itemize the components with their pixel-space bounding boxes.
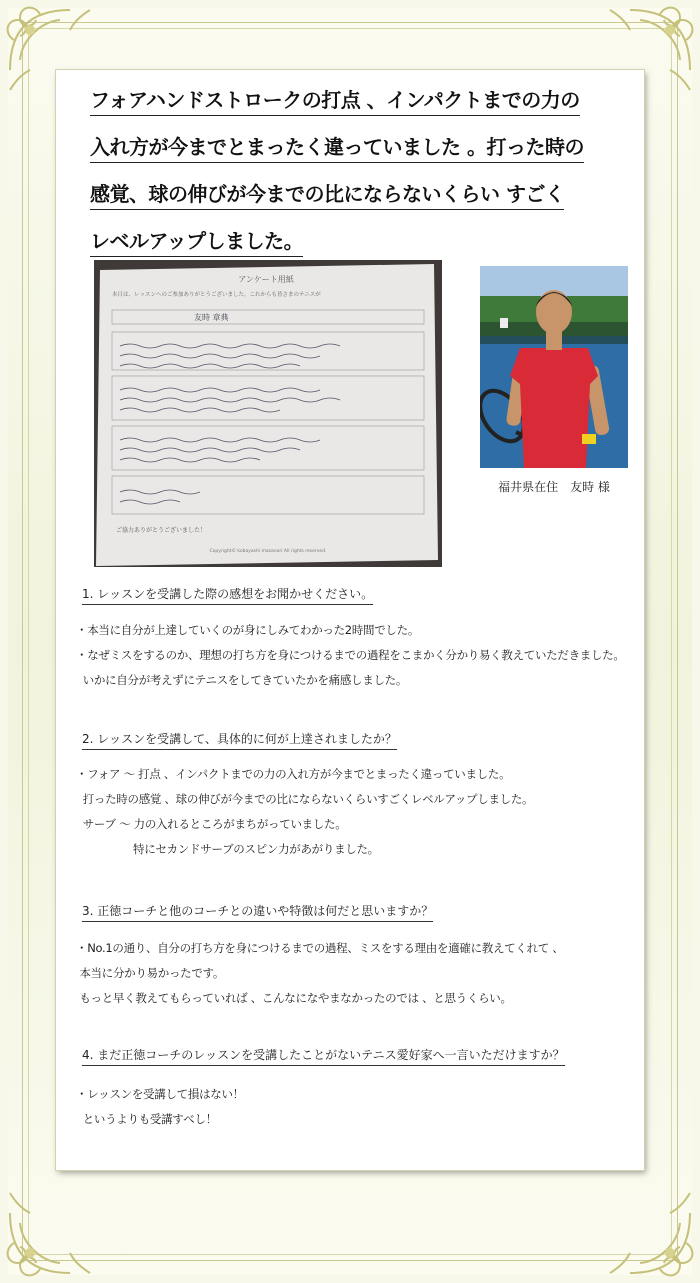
survey-title: アンケート用紙 [238,275,294,284]
answer-line: ・レッスンを受講して損はない！ [76,1087,244,1101]
headline-line: レベルアップしました。 [90,226,303,257]
question-1: 1. レッスンを受講した際の感想をお聞かせください。 [82,585,373,605]
player-photo [480,266,628,468]
question-4: 4. まだ正徳コーチのレッスンを受講したことがないテニス愛好家へ一言いただけますか？ [82,1046,565,1066]
answer-4 [76,1082,244,1132]
answer-line: 特にセカンドサーブのスピン力があがりました。 [76,842,379,856]
survey-footer: ご協力ありがとうございました！ [116,527,207,534]
ornament-corner-icon [0,1173,110,1283]
answer-line: ・なぜミスをするのか、理想の打ち方を身につけるまでの過程をこまかく分かり易く教えていただきました。 [76,648,625,662]
answer-1 [76,618,625,693]
answer-line: ・No.1の通り、自分の打ち方を身につけるまでの過程、ミスをする理由を適確に教えてくれて 、 [76,941,564,955]
answer-line: ・本当に自分が上達していくのが身にしみてわかった2時間でした。 [76,623,420,637]
ornament-corner-icon [590,1173,700,1283]
headline [90,80,630,268]
answer-line: サーブ 〜 力の入れるところがまちがっていました。 [76,817,347,831]
survey-copyright: Copyright© kobayashi masanori All rights reserved. [209,549,327,554]
headline-line: 入れ方が今までとまったく違っていました 。打った時の [90,132,584,163]
headline-line: フォアハンドストロークの打点 、インパクトまでの力の [90,85,580,116]
question-2: 2. レッスンを受講して、具体的に何が上達されましたか？ [82,730,397,750]
headline-line: 感覚、球の伸びが今までの比にならないくらい すごく [90,179,564,210]
answer-line: もっと早く教えてもらっていれば 、こんなになやまなかったのでは 、と思うくらい。 [76,991,512,1005]
answer-line: いかに自分が考えずにテニスをしてきていたかを痛感しました。 [76,673,408,687]
answer-3 [76,936,564,1011]
question-3: 3. 正徳コーチと他のコーチとの違いや特徴は何だと思いますか？ [82,902,433,922]
survey-name: 友時 章典 [194,313,229,322]
answer-line: ・フォア 〜 打点 、インパクトまでの力の入れ方が今までとまったく違っていました。 [76,767,511,781]
content-panel [56,70,644,1170]
answer-line: 打った時の感覚 、球の伸びが今までの比にならないくらいすごくレベルアップしました。 [76,792,534,806]
survey-sheet-photo [94,260,442,567]
answer-2 [76,762,533,862]
player-caption: 福井県在住 友時 様 [498,480,610,494]
answer-line: 本当に分かり易かったです。 [76,966,225,980]
survey-intro: 本日は、レッスンへのご参加ありがとうございました。これからも皆さまのテニスが [112,292,321,298]
answer-line: というよりも受講すべし！ [76,1112,217,1126]
